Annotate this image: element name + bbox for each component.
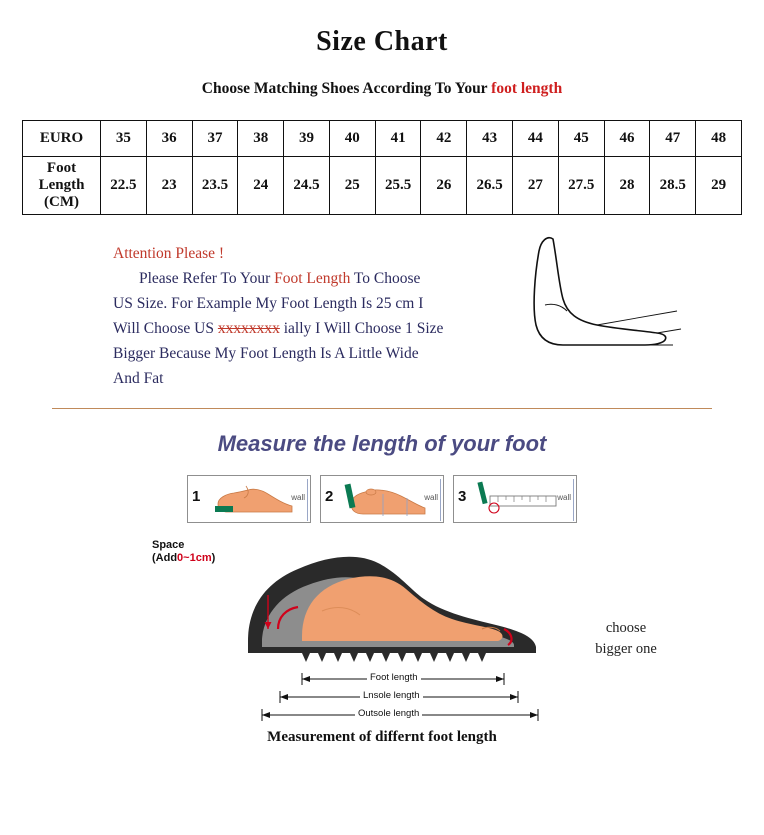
attention-heading: Attention Please ! [113, 245, 225, 262]
attention-line-4: Bigger Because My Foot Length Is A Little Wide [113, 345, 419, 362]
cm-cell-9: 27 [513, 157, 559, 215]
size-table-wrapper [22, 120, 742, 215]
space-label-suffix: ) [211, 552, 216, 564]
euro-cell-4: 39 [284, 121, 330, 157]
euro-cell-0: 35 [101, 121, 147, 157]
attention-line1-a: Please Refer To Your [139, 270, 275, 287]
subtitle-highlight: foot length [491, 80, 563, 97]
cm-cell-1: 23 [146, 157, 192, 215]
row-header-foot-length [23, 157, 101, 215]
measure-step-1 [187, 475, 311, 523]
cm-cell-3: 24 [238, 157, 284, 215]
step-2-wall-label: wall [424, 493, 438, 502]
foot-label-line2: Length [38, 176, 85, 193]
step-3-wall-label: wall [557, 493, 571, 502]
measure-steps [187, 475, 577, 523]
attention-line3-b: ially I Will Choose 1 Size [279, 320, 444, 337]
attention-line1-highlight: Foot Length [274, 270, 351, 287]
step-3-number: 3 [458, 488, 467, 505]
cm-cell-7: 26 [421, 157, 467, 215]
cm-cell-4: 24.5 [284, 157, 330, 215]
attention-line-5: And Fat [113, 370, 164, 387]
measure-step-3 [453, 475, 577, 523]
euro-cell-11: 46 [604, 121, 650, 157]
page-subtitle [0, 80, 764, 98]
measure-step-2 [320, 475, 444, 523]
cm-cell-5: 25 [329, 157, 375, 215]
footer-note: Measurement of differnt foot length [267, 729, 497, 745]
dimension-insole-length: Lnsole length [360, 690, 423, 701]
cm-cell-13: 29 [696, 157, 742, 215]
euro-cell-5: 40 [329, 121, 375, 157]
subtitle-prefix: Choose Matching Shoes According To Your [201, 80, 492, 97]
foot-shoe-diagram [152, 533, 612, 723]
euro-cell-10: 45 [558, 121, 604, 157]
space-label-value: 0~1cm [177, 552, 212, 564]
step-2-number: 2 [325, 488, 334, 505]
attention-line3-strikethrough: xxxxxxxx [217, 320, 280, 337]
step-1-wall-line [307, 479, 308, 521]
step-3-ruler-icon [454, 476, 574, 522]
attention-line-3 [113, 316, 543, 341]
row-header-euro: EURO [23, 121, 101, 157]
euro-cell-9: 44 [513, 121, 559, 157]
table-row-foot-length [23, 157, 742, 215]
callout-line-1: choose [605, 620, 647, 636]
table-row-euro [23, 121, 742, 157]
euro-cell-2: 37 [192, 121, 238, 157]
attention-line1-c: To Choose [350, 270, 421, 287]
page-title: Size Chart [316, 26, 448, 57]
step-1-number: 1 [192, 488, 201, 505]
callout-line-2: bigger one [595, 641, 657, 657]
attention-line-1 [113, 266, 543, 291]
cm-cell-12: 28.5 [650, 157, 696, 215]
cm-cell-2: 23.5 [192, 157, 238, 215]
step-2-foot-icon [321, 476, 441, 522]
cm-cell-6: 25.5 [375, 157, 421, 215]
euro-cell-7: 42 [421, 121, 467, 157]
dimension-labels [152, 533, 612, 723]
euro-cell-12: 47 [650, 121, 696, 157]
step-2-wall-line [440, 479, 441, 521]
cm-cell-11: 28 [604, 157, 650, 215]
euro-cell-6: 41 [375, 121, 421, 157]
foot-label-line1: Foot [46, 159, 77, 176]
euro-cell-3: 38 [238, 121, 284, 157]
attention-line3-a: Will Choose US [113, 320, 218, 337]
euro-cell-13: 48 [696, 121, 742, 157]
cm-cell-0: 22.5 [101, 157, 147, 215]
measure-section-title: Measure the length of your foot [217, 431, 547, 456]
foot-label-line3: (CM) [44, 194, 79, 211]
size-table [22, 120, 742, 215]
attention-line-2: US Size. For Example My Foot Length Is 25 cm I [113, 295, 424, 312]
attention-text [113, 241, 543, 391]
step-1-wall-label: wall [291, 493, 305, 502]
foot-outline-icon [505, 233, 705, 383]
cm-cell-8: 26.5 [467, 157, 513, 215]
size-chart-page [0, 26, 764, 835]
space-label-prefix: (Add [152, 552, 178, 564]
dimension-foot-length: Foot length [367, 672, 421, 683]
dimension-outsole-length: Outsole length [355, 708, 422, 719]
euro-cell-8: 43 [467, 121, 513, 157]
step-1-foot-icon [188, 476, 308, 522]
step-3-wall-line [573, 479, 574, 521]
space-label-line-1: Space [152, 539, 185, 551]
euro-cell-1: 36 [146, 121, 192, 157]
cm-cell-10: 27.5 [558, 157, 604, 215]
section-divider [52, 408, 712, 409]
